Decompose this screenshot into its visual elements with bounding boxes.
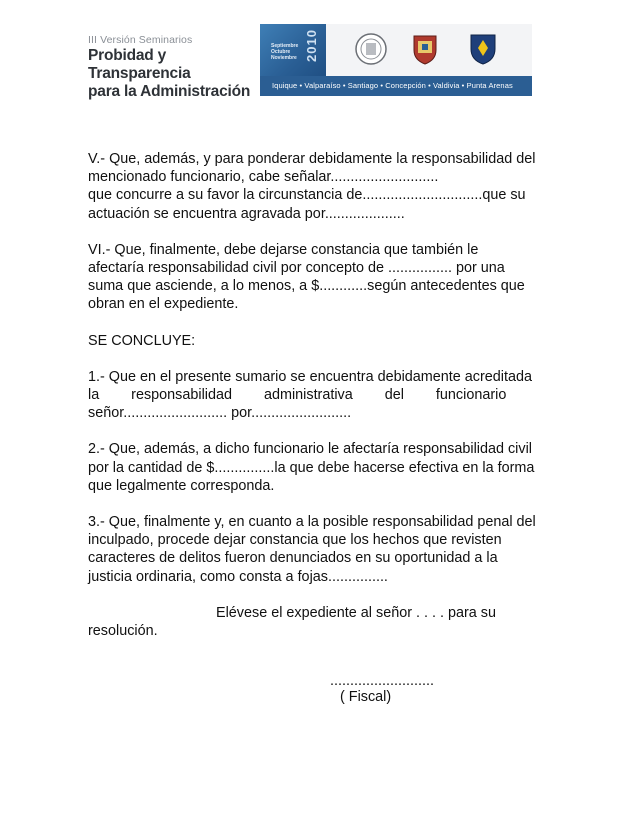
seminar-title-line1: Probidad y Transparencia [88, 47, 191, 82]
text-line: mencionado funcionario, cabe señalar........................... [88, 169, 439, 186]
conclusion-heading: SE CONCLUYE: [88, 332, 196, 349]
paragraph-v [88, 150, 550, 223]
text-line: V.- Que, además, y para ponderar debidamente la responsabilidad del [88, 151, 536, 167]
year-label: 2010 [304, 29, 319, 62]
text-line: señor.......................... por......................... [88, 405, 352, 422]
signature-label: ( Fiscal) [340, 689, 392, 705]
month-october: Octubre [271, 49, 291, 55]
text-line: inculpado, procede dejar constancia que los hechos que revisten [88, 532, 502, 549]
conclusion-3 [88, 513, 550, 586]
document-body [88, 150, 550, 640]
text-line: suma que asciende, a lo menos, a $............según antecedentes que [88, 278, 525, 295]
text-line: actuación se encuentra agravada por.................... [88, 205, 405, 222]
text-line: VI.- Que, finalmente, debe dejarse constancia que también le [88, 241, 479, 258]
date-block [260, 24, 326, 76]
text-line: resolución. [88, 623, 158, 640]
text-line: 1.- Que en el presente sumario se encuentra debidamente acreditada [88, 368, 532, 385]
text-line: justicia ordinaria, como consta a fojas............... [88, 568, 388, 585]
months-list [271, 43, 298, 61]
text-line: 3.- Que, finalmente y, en cuanto a la posible responsabilidad penal del [88, 514, 536, 531]
banner-graphic [260, 24, 532, 96]
seminar-title-line2: para la Administración [88, 83, 251, 100]
university-shield-icon [466, 32, 500, 66]
text-line: que concurre a su favor la circunstancia de..............................que su [88, 187, 526, 204]
text-line: afectaría responsabilidad civil por concepto de ................ por una [88, 260, 505, 277]
signature-line: .......................... [330, 673, 434, 689]
text-line: la responsabilidad administrativa del funcionario [88, 387, 507, 404]
seminar-banner [88, 24, 532, 100]
cities-bar [260, 76, 532, 96]
conclusion-1 [88, 368, 550, 423]
cities-list: Iquique • Valparaíso • Santiago • Concepción • Valdivia • Punta Arenas [272, 81, 513, 90]
text-line: obran en el expediente. [88, 296, 239, 313]
seminar-series: III Versión Seminarios [88, 34, 193, 46]
text-line: Elévese el expediente al señor . . . . para su [216, 604, 496, 621]
text-line: por la cantidad de $...............la que debe hacerse efectiva en la forma [88, 459, 535, 476]
text-line: caracteres de delitos fueron denunciados en su oportunidad a la [88, 550, 498, 567]
month-november: Noviembre [271, 55, 297, 61]
month-september: Septiembre [271, 43, 299, 49]
paragraph-vi [88, 241, 550, 314]
institution-crest-icon [408, 32, 442, 66]
university-seal-icon [354, 32, 388, 66]
closing-paragraph [88, 604, 550, 640]
text-line: 2.- Que, además, a dicho funcionario le afectaría responsabilidad civil [88, 441, 532, 458]
text-line: que legalmente corresponda. [88, 477, 275, 494]
seminar-title-block [88, 34, 260, 100]
conclusion-2 [88, 440, 550, 495]
